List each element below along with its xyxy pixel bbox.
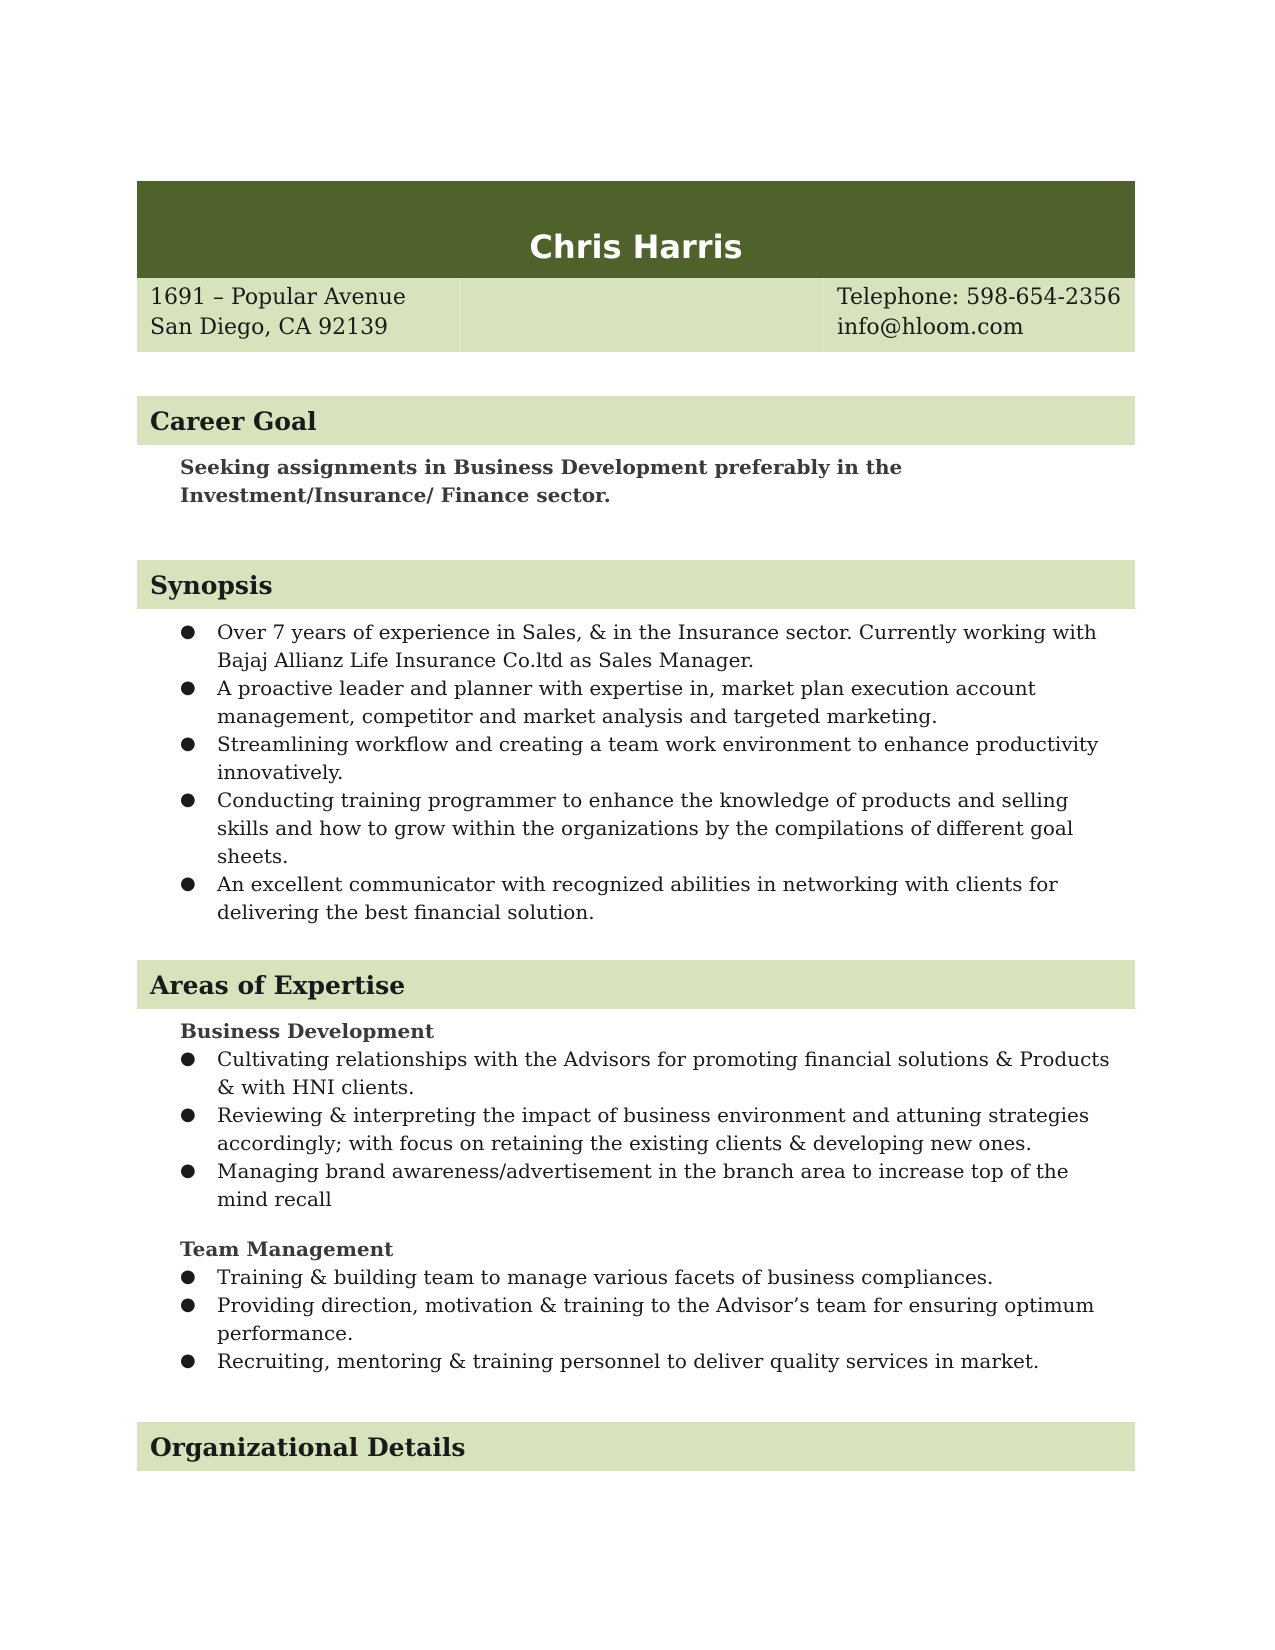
name-banner bbox=[137, 181, 1135, 278]
address-line-2: San Diego, CA 92139 bbox=[150, 315, 389, 340]
synopsis-section bbox=[137, 560, 1135, 926]
list-item: ● Over 7 years of experience in Sales, & in the Insurance sector. Currently working with Bajaj Allianz Life Insurance Co.ltd as Sales Manager. bbox=[180, 620, 1097, 672]
list-item: ● Training & building team to manage various facets of business compliances. bbox=[180, 1265, 994, 1289]
bullet-icon: ● bbox=[180, 621, 196, 642]
bullet-icon: ● bbox=[180, 789, 196, 810]
candidate-name: Chris Harris bbox=[529, 228, 743, 266]
bullet-icon: ● bbox=[180, 733, 196, 754]
organizational-heading: Organizational Details bbox=[137, 1422, 1135, 1471]
contact-spacer bbox=[459, 278, 824, 352]
career-goal-section bbox=[137, 396, 1135, 509]
bullet-icon: ● bbox=[180, 1350, 196, 1371]
email: info@hloom.com bbox=[837, 315, 1024, 340]
list-item: ● An excellent communicator with recognized abilities in networking with clients for delivering the best financial solution. bbox=[180, 872, 1058, 924]
expertise-heading: Areas of Expertise bbox=[137, 960, 1135, 1009]
address-line-1: 1691 – Popular Avenue bbox=[150, 285, 406, 310]
phone-email-block bbox=[824, 278, 1135, 352]
list-item: ● A proactive leader and planner with expertise in, market plan execution account management, competitor and market analysis and targeted marketing. bbox=[180, 676, 1036, 728]
list-item: ● Conducting training programmer to enhance the knowledge of products and selling skills and how to grow within the organizations by the compilations of different goal sheets. bbox=[180, 788, 1074, 868]
list-item: ● Managing brand awareness/advertisement in the branch area to increase top of the mind recall bbox=[180, 1159, 1069, 1211]
career-goal-text: Seeking assignments in Business Development preferably in the Investment/Insurance/ Finance sector. bbox=[180, 455, 903, 507]
bullet-icon: ● bbox=[180, 873, 196, 894]
list-item: ● Reviewing & interpreting the impact of business environment and attuning strategies accordingly; with focus on retaining the existing clients & developing new ones. bbox=[180, 1103, 1090, 1155]
expertise-section bbox=[137, 960, 1135, 1375]
bullet-icon: ● bbox=[180, 1160, 196, 1181]
organizational-section bbox=[137, 1422, 1135, 1471]
list-item: ● Cultivating relationships with the Advisors for promoting financial solutions & Products & with HNI clients. bbox=[180, 1047, 1110, 1099]
team-management-heading: Team Management bbox=[180, 1237, 394, 1261]
bullet-icon: ● bbox=[180, 1104, 196, 1125]
business-development-list bbox=[137, 1045, 1135, 1213]
contact-row bbox=[137, 278, 1135, 352]
resume-page bbox=[137, 181, 1135, 1471]
synopsis-heading: Synopsis bbox=[137, 560, 1135, 609]
synopsis-list bbox=[137, 618, 1135, 926]
team-management-list bbox=[137, 1263, 1135, 1375]
list-item: ● Streamlining workflow and creating a team work environment to enhance productivity innovatively. bbox=[180, 732, 1099, 784]
bullet-icon: ● bbox=[180, 677, 196, 698]
address-block bbox=[137, 278, 459, 352]
list-item: ● Providing direction, motivation & training to the Advisor’s team for ensuring optimum performance. bbox=[180, 1293, 1095, 1345]
list-item: ● Recruiting, mentoring & training personnel to deliver quality services in market. bbox=[180, 1349, 1040, 1373]
bullet-icon: ● bbox=[180, 1266, 196, 1287]
bullet-icon: ● bbox=[180, 1048, 196, 1069]
career-goal-heading: Career Goal bbox=[137, 396, 1135, 445]
telephone: Telephone: 598-654-2356 bbox=[837, 285, 1121, 310]
bullet-icon: ● bbox=[180, 1294, 196, 1315]
business-development-heading: Business Development bbox=[180, 1019, 435, 1043]
